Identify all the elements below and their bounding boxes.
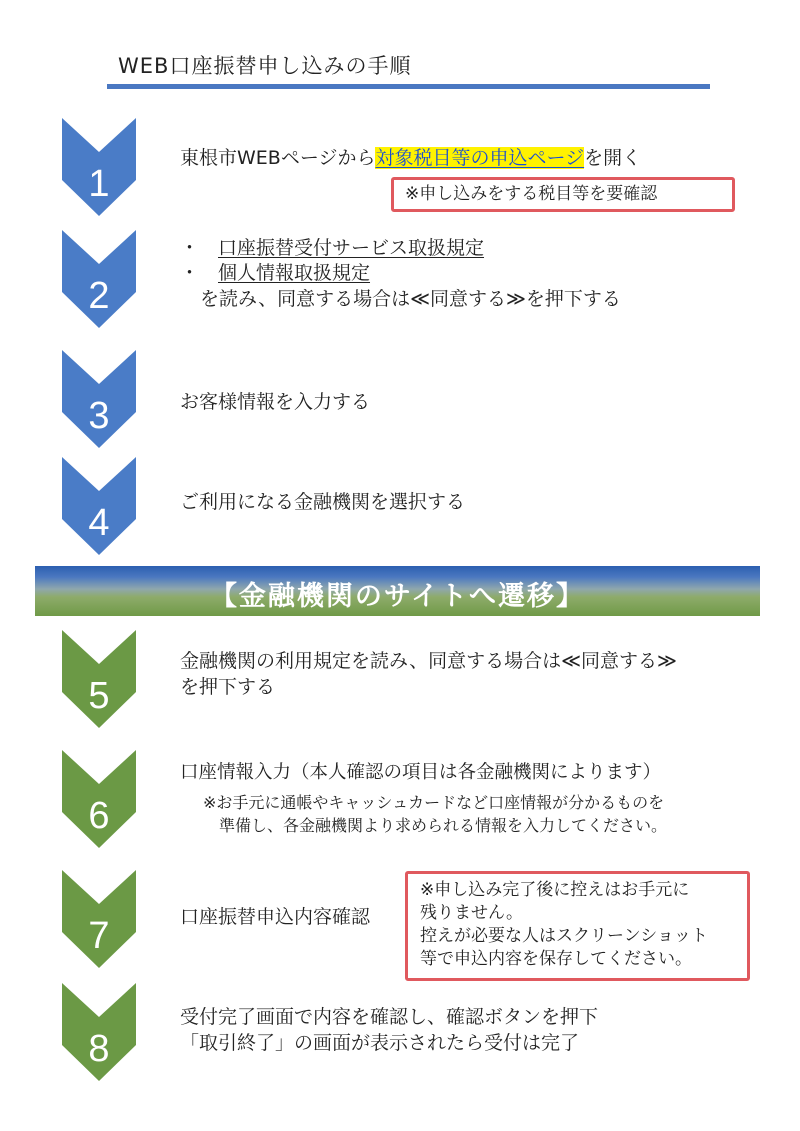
step-1-number: 1 (88, 163, 110, 205)
step-8-number: 8 (88, 1028, 110, 1070)
step-1-text-after: を開く (584, 147, 642, 169)
step-4-number: 4 (88, 502, 110, 544)
step-5-arrow (62, 630, 136, 728)
page-title: WEB口座振替申し込みの手順 (118, 54, 412, 78)
step-6-text: 口座情報入力（本人確認の項目は各金融機関によります） (180, 762, 662, 783)
step-3-arrow (62, 350, 136, 448)
bullet: ・ (180, 262, 200, 284)
step-2-item-1 (180, 236, 484, 260)
step-1-note-box (391, 177, 735, 212)
title-underline (107, 84, 710, 89)
transition-banner (35, 566, 760, 616)
step-7-note-box (405, 871, 750, 981)
step-7-note-2: 残りません。 (420, 903, 524, 923)
step-1-text-before: 東根市WEBページから (180, 147, 376, 169)
step-2-text: を読み、同意する場合は≪同意する≫を押下する (200, 288, 621, 310)
step-4-arrow (62, 457, 136, 555)
step-2-arrow (62, 230, 136, 328)
step-2-number: 2 (88, 275, 110, 317)
privacy-terms-link[interactable]: 個人情報取扱規定 (218, 262, 371, 284)
step-6-arrow (62, 750, 136, 848)
step-5-line-2: を押下する (180, 676, 276, 698)
step-8-line-2: 「取引終了」の画面が表示されたら受付は完了 (180, 1032, 580, 1054)
step-8-line-1: 受付完了画面で内容を確認し、確認ボタンを押下 (180, 1006, 599, 1028)
account-transfer-terms-link[interactable]: 口座振替受付サービス取扱規定 (218, 237, 485, 259)
step-1-text (180, 146, 641, 170)
step-7-number: 7 (88, 915, 110, 957)
step-8-arrow (62, 983, 136, 1081)
step-7-note-1: ※申し込み完了後に控えはお手元に (420, 880, 690, 900)
step-6-number: 6 (88, 795, 110, 837)
step-6-note-2: 準備し、各金融機関より求められる情報を入力してください。 (219, 816, 668, 835)
step-3-number: 3 (88, 395, 110, 437)
step-6-note-1: ※お手元に通帳やキャッシュカードなど口座情報が分かるものを (203, 793, 665, 812)
step-4-text: ご利用になる金融機関を選択する (180, 491, 466, 513)
step-3-text: お客様情報を入力する (180, 391, 371, 413)
step-5-line-1: 金融機関の利用規定を読み、同意する場合は≪同意する≫ (180, 650, 677, 672)
step-7-note-3: 控えが必要な人はスクリーンショット (420, 926, 708, 946)
step-7-arrow (62, 870, 136, 968)
step-5-number: 5 (88, 675, 110, 717)
step-2-item-2 (180, 261, 370, 285)
step-1-arrow (62, 118, 136, 216)
banner-text: 【金融機関のサイトへ遷移】 (209, 581, 586, 612)
step-7-text: 口座振替申込内容確認 (180, 906, 371, 928)
step-7-note-4: 等で申込内容を保存してください。 (420, 949, 692, 969)
application-page-link[interactable]: 対象税目等の申込ページ (375, 147, 585, 169)
bullet: ・ (180, 237, 200, 259)
step-1-note: ※申し込みをする税目等を要確認 (405, 184, 658, 204)
